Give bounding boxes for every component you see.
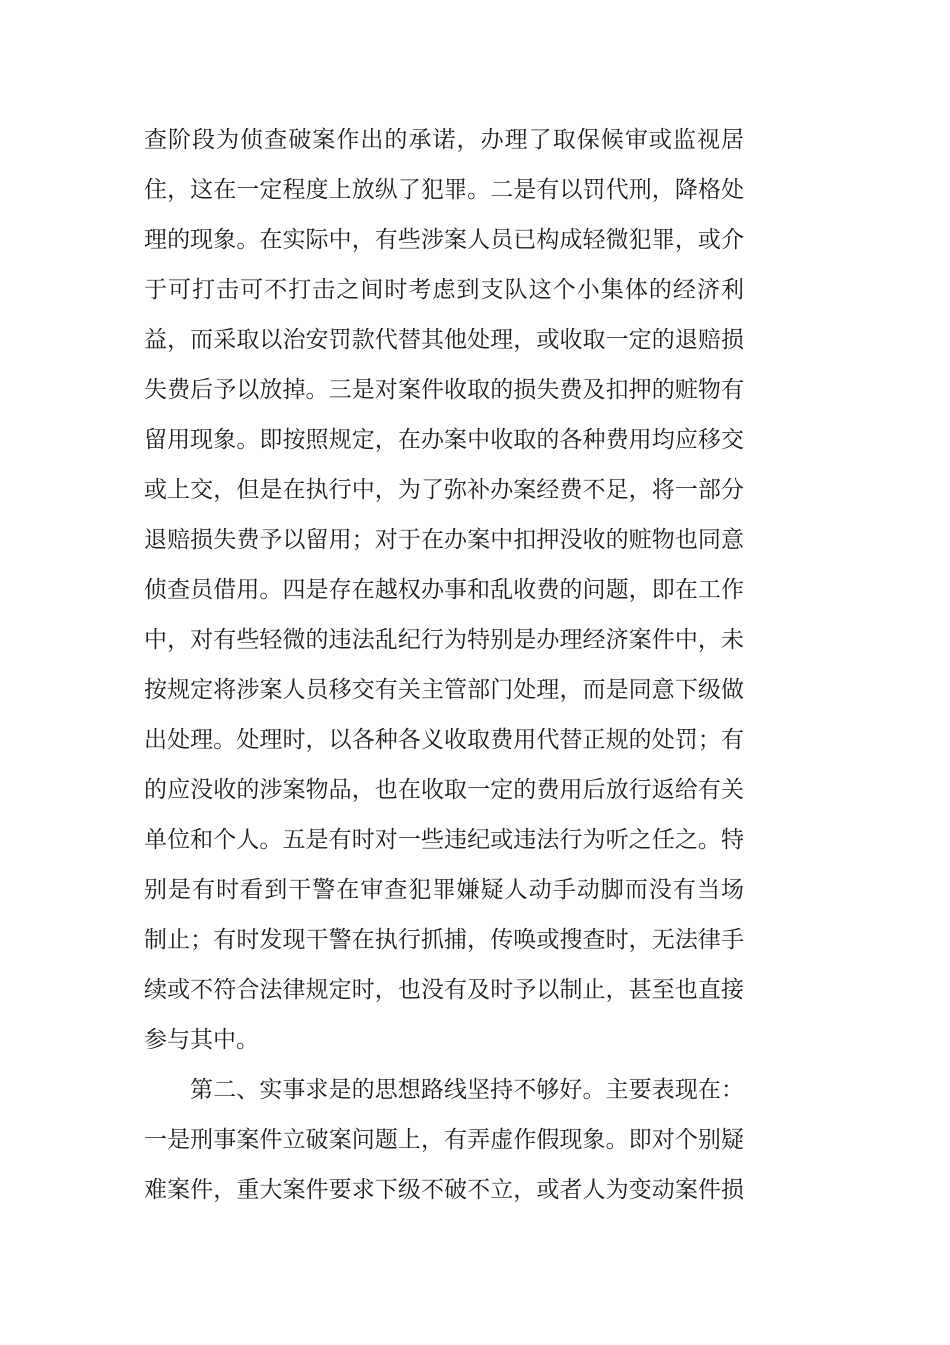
text-line: 难案件，重大案件要求下级不破不立，或者人为变动案件损 bbox=[144, 1177, 744, 1203]
text-line: 查阶段为侦查破案作出的承诺，办理了取保候审或监视居 bbox=[144, 127, 744, 153]
text-line: 一是刑事案件立破案问题上，有弄虚作假现象。即对个别疑 bbox=[144, 1127, 744, 1153]
text-line: 理的现象。在实际中，有些涉案人员已构成轻微犯罪，或介 bbox=[144, 227, 744, 253]
text-line: 出处理。处理时，以各种各义收取费用代替正规的处罚；有 bbox=[144, 727, 744, 753]
text-line: 的应没收的涉案物品，也在收取一定的费用后放行返给有关 bbox=[144, 777, 744, 803]
text-line: 退赔损失费予以留用；对于在办案中扣押没收的赃物也同意 bbox=[144, 527, 744, 553]
text-line: 制止；有时发现干警在执行抓捕，传唤或搜查时，无法律手 bbox=[144, 927, 744, 953]
text-line: 侦查员借用。四是存在越权办事和乱收费的问题，即在工作 bbox=[144, 577, 744, 603]
text-line: 失费后予以放掉。三是对案件收取的损失费及扣押的赃物有 bbox=[144, 377, 744, 403]
text-line: 或上交，但是在执行中，为了弥补办案经费不足，将一部分 bbox=[144, 477, 744, 503]
text-line: 续或不符合法律规定时，也没有及时予以制止，甚至也直接 bbox=[144, 977, 744, 1003]
text-line: 益，而采取以治安罚款代替其他处理，或收取一定的退赔损 bbox=[144, 327, 744, 353]
text-line-paragraph-end: 参与其中。 bbox=[144, 1027, 259, 1053]
body-text bbox=[144, 115, 744, 1215]
text-line: 留用现象。即按照规定，在办案中收取的各种费用均应移交 bbox=[144, 427, 744, 453]
text-line: 住，这在一定程度上放纵了犯罪。二是有以罚代刑，降格处 bbox=[144, 177, 744, 203]
text-line: 按规定将涉案人员移交有关主管部门处理，而是同意下级做 bbox=[144, 677, 744, 703]
text-line-paragraph-start: 第二、实事求是的思想路线坚持不够好。主要表现在： bbox=[190, 1077, 744, 1103]
text-line: 中，对有些轻微的违法乱纪行为特别是办理经济案件中，未 bbox=[144, 627, 744, 653]
text-line: 别是有时看到干警在审查犯罪嫌疑人动手动脚而没有当场 bbox=[144, 877, 744, 903]
text-line: 于可打击可不打击之间时考虑到支队这个小集体的经济利 bbox=[144, 277, 744, 303]
text-line: 单位和个人。五是有时对一些违纪或违法行为听之任之。特 bbox=[144, 827, 744, 853]
